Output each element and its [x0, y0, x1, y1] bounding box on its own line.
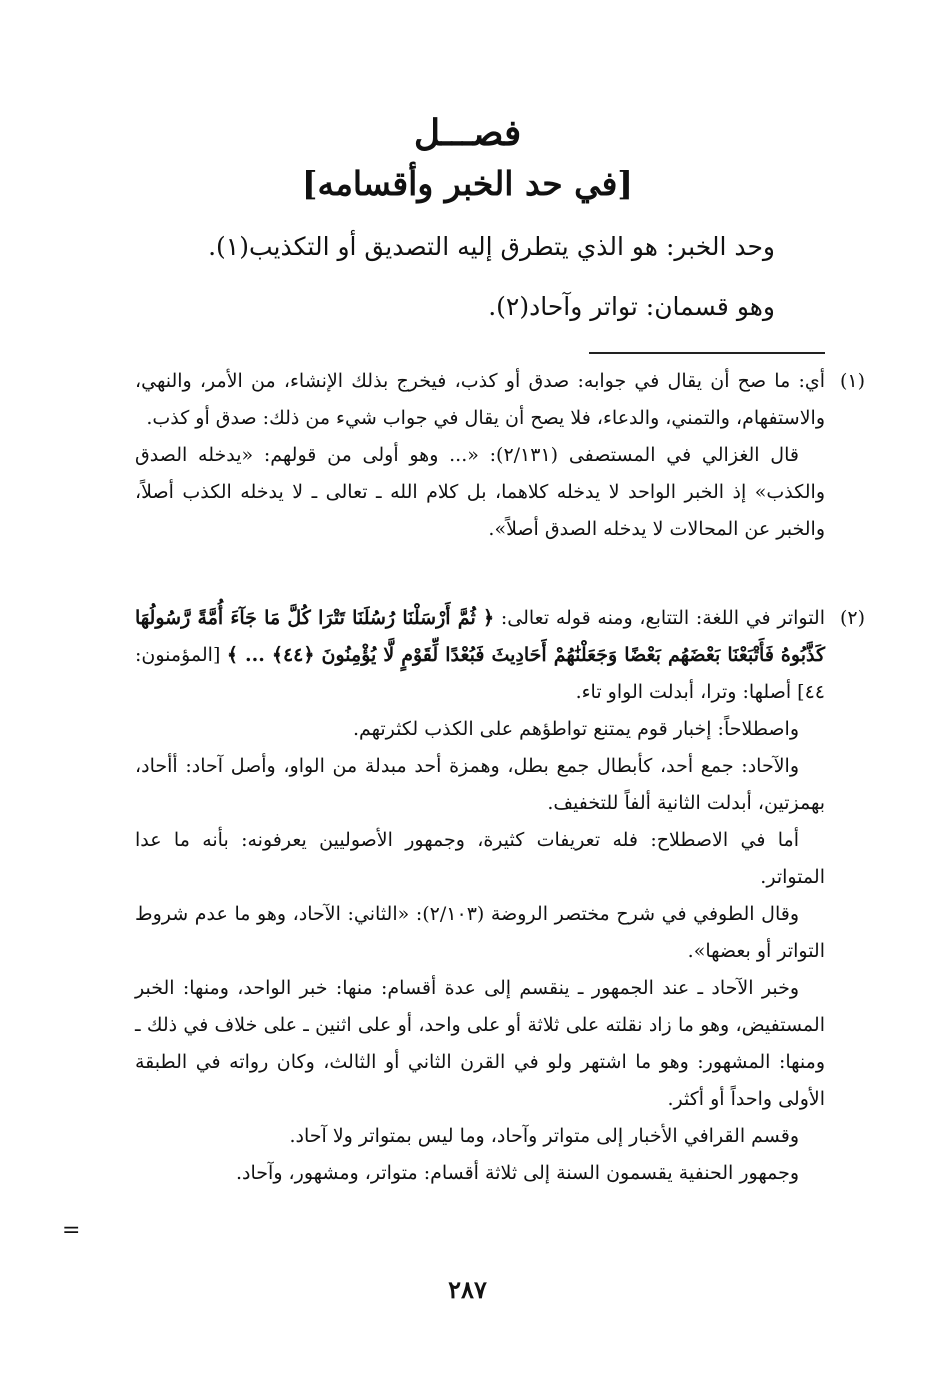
footnote-2-paragraph-2: واصطلاحاً: إخبار قوم يمتنع تواطؤهم على الكذب لكثرتهم. [352, 718, 799, 740]
page-number: ٢٨٧ [448, 1275, 487, 1304]
footnote-2-paragraph-4: أما في الاصطلاح: فله تعريفات كثيرة، وجمهور الأصوليين يعرفونه: بأنه ما عدا المتواتر. [135, 829, 825, 888]
footnote-2-paragraph-3: والآحاد: جمع أحد، كأبطال جمع بطل، وهمزة أحد مبدلة من الواو، وأصل آحاد: أأحاد، بهمزتين، أبدلت الثانية ألفاً للتخفيف. [135, 755, 825, 814]
footnote-2-text-a: التواتر في اللغة: التتابع، ومنه قوله تعالى: [494, 607, 825, 629]
footnote-2-paragraph-6: وخبر الآحاد ـ عند الجمهور ـ ينقسم إلى عدة أقسام: منها: خبر الواحد، ومنها: الخبر المستفيض، وهو ما زاد نقلته على ثلاثة أو على واحد، أو على اثنين ـ على خلاف في ذلك ـ ومنها: المشهور: وهو ما اشتهر ولو في القرن الثاني أو الثالث، وكان رواته في الطبقة الأولى واحداً أو أكثر. [135, 977, 825, 1110]
footnote-1-paragraph-1: أي: ما صح أن يقال في جوابه: صدق أو كذب، فيخرج بذلك الإنشاء، من الأمر، والنهي، والاستفهام، والتمني، والدعاء، فلا يصح أن يقال في جواب شيء من ذلك: صدق أو كذب. [135, 370, 825, 429]
section-subtitle: [في حد الخبر وأقسامه] [301, 164, 634, 203]
quran-verse: ﴿ ثُمَّ أَرْسَلْنَا رُسُلَنَا تَتْرَا كُلَّ مَا جَآءَ أُمَّةً رَّسُولُهَا كَذَّبُوهُ فَأَتْبَعْنَا بَعْضَهُم بَعْضًا وَجَعَلْنَٰهُمْ أَحَادِيثَ فَبُعْدًا لِّقَوْمٍ لَّا يُؤْمِنُونَ ﴿٤٤﴾ ... ﴾ [135, 607, 825, 666]
footnote-1-number: (١) [839, 370, 865, 392]
footnote-2-paragraph-5: وقال الطوفي في شرح مختصر الروضة (٢/١٠٣): «الثاني: الآحاد، وهو ما عدم شروط التواتر أو بعضها». [135, 903, 825, 962]
footnote-2-paragraph-1 [135, 600, 825, 711]
footnote-2-number: (٢) [839, 607, 865, 629]
continuation-mark: = [62, 1218, 81, 1243]
footnote-2 [135, 600, 865, 1192]
main-text-line-2: وهو قسمان: تواتر وآحاد(٢). [488, 292, 775, 321]
footnote-2-paragraph-8: وجمهور الحنفية يقسمون السنة إلى ثلاثة أقسام: متواتر، ومشهور، وآحاد. [236, 1162, 799, 1184]
main-text-line-1: وحد الخبر: هو الذي يتطرق إليه التصديق أو التكذيب(١). [208, 232, 775, 261]
footnote-2-paragraph-7: وقسم القرافي الأخبار إلى متواتر وآحاد، وما ليس بمتواتر ولا آحاد. [289, 1125, 799, 1147]
footnote-2-text-b: [المؤمنون: ٤٤] أصلها: وترا، أبدلت الواو تاء. [135, 644, 825, 703]
footnote-1 [135, 363, 865, 548]
chapter-heading: فصـــل [413, 112, 522, 154]
footnote-1-paragraph-2: قال الغزالي في المستصفى (٢/١٣١): «... وهو أولى من قولهم: «يدخله الصدق والكذب» إذ الخبر الواحد لا يدخله كلاهما، بل كلام الله ـ تعالى ـ لا يدخله الكذب أصلاً، والخبر عن المحالات لا يدخله الصدق أصلاً». [135, 444, 825, 540]
footnote-separator [589, 352, 825, 354]
